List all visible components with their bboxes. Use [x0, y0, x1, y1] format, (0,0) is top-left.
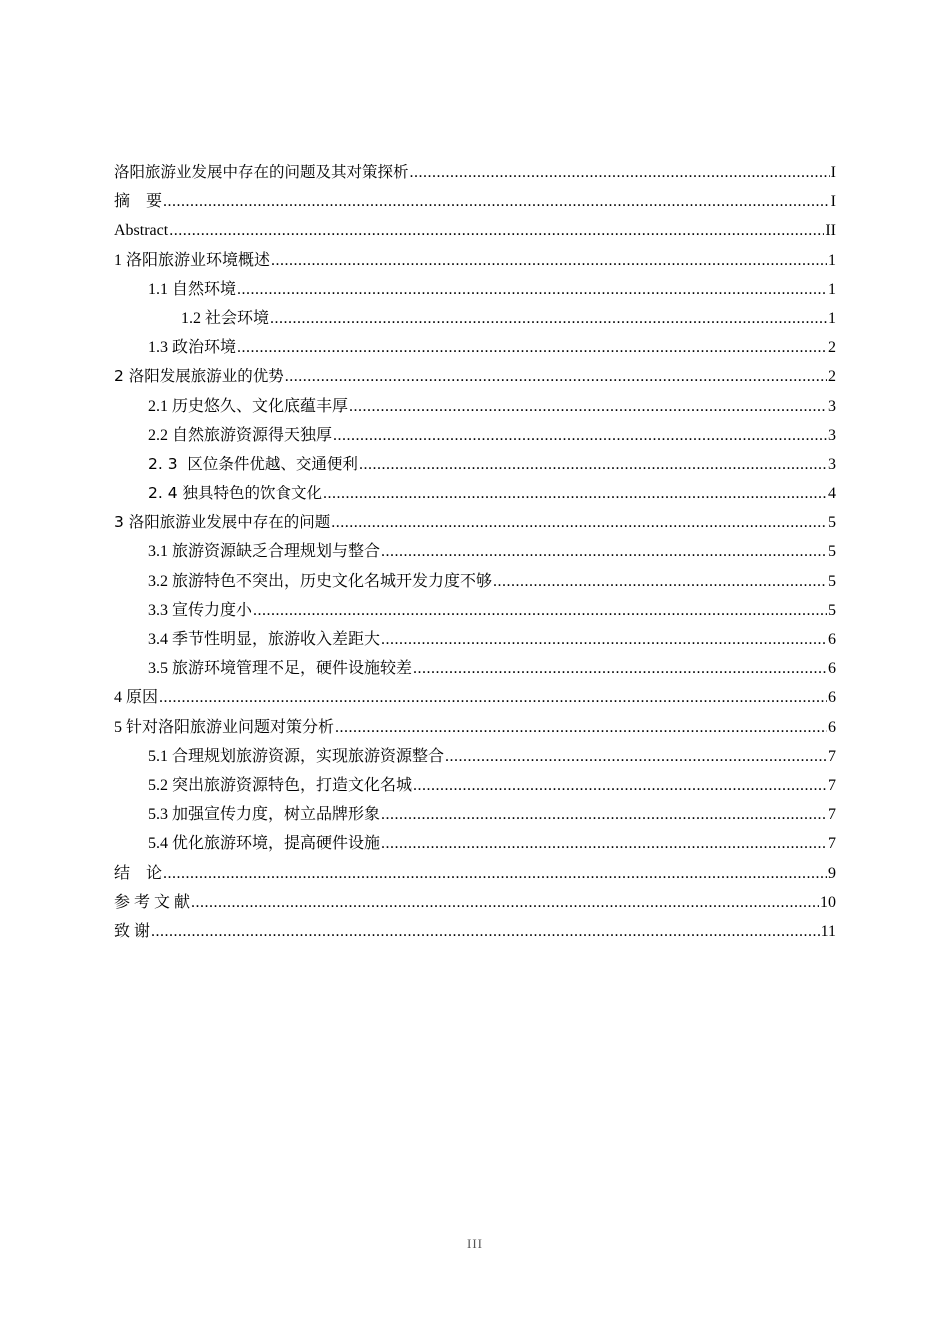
toc-dot-leader [285, 362, 827, 391]
toc-entry-label: 5.2 突出旅游资源特色，打造文化名城 [148, 776, 413, 794]
toc-entry-label: 1.1 自然环境 [148, 280, 237, 298]
table-of-contents [114, 158, 836, 946]
toc-entry-label: 3.3 宣传力度小 [148, 601, 253, 619]
toc-entry-section-3-1[interactable] [114, 537, 836, 566]
toc-entry-label: 3.2 旅游特色不突出，历史文化名城开发力度不够 [148, 572, 493, 590]
toc-dot-leader [331, 508, 827, 537]
toc-page-number: 1 [828, 251, 836, 269]
toc-entry-label: 5.4 优化旅游环境，提高硬件设施 [148, 835, 381, 853]
toc-page-number: 1 [828, 309, 836, 327]
toc-entry-section-1-3[interactable] [114, 333, 836, 362]
toc-dot-leader [335, 713, 827, 742]
toc-page-number: 5 [828, 601, 836, 619]
page-footer-number: III [467, 1236, 483, 1251]
toc-page-number: 7 [828, 776, 836, 794]
toc-page-number: 3 [828, 426, 836, 444]
toc-entry-chapter-3[interactable] [114, 508, 836, 537]
toc-page-number: 6 [828, 660, 836, 678]
toc-dot-leader [191, 888, 819, 917]
toc-page-number: II [825, 222, 836, 240]
toc-entry-section-3-3[interactable] [114, 596, 836, 625]
toc-entry-section-5-3[interactable] [114, 800, 836, 829]
toc-page-number: 3 [828, 397, 836, 415]
toc-entry-title[interactable] [114, 158, 836, 187]
toc-page-number: 4 [828, 485, 836, 503]
toc-page-number: 11 [820, 922, 836, 940]
toc-dot-leader [445, 742, 827, 771]
toc-entry-label: 5 针对洛阳旅游业问题对策分析 [114, 718, 335, 736]
toc-entry-label: 2. 3 区位条件优越、交通便利 [148, 454, 358, 473]
toc-entry-label: 4 原因 [114, 689, 159, 707]
toc-entry-label: 3.5 旅游环境管理不足，硬件设施较差 [148, 660, 413, 678]
toc-page-number: 5 [828, 514, 836, 532]
toc-page-number: 5 [828, 543, 836, 561]
toc-entry-label: 5.3 加强宣传力度，树立品牌形象 [148, 806, 381, 824]
toc-dot-leader [413, 654, 827, 683]
toc-entry-label: Abstract [114, 222, 169, 240]
toc-dot-leader [237, 275, 827, 304]
toc-dot-leader [493, 567, 827, 596]
toc-entry-chapter-2[interactable] [114, 362, 836, 391]
toc-dot-leader [349, 392, 827, 421]
toc-page-number: 9 [828, 864, 836, 882]
toc-entry-label: 1 洛阳旅游业环境概述 [114, 251, 271, 269]
toc-dot-leader [271, 246, 827, 275]
toc-entry-abstract-en[interactable] [114, 216, 836, 245]
toc-entry-section-5-4[interactable] [114, 829, 836, 858]
toc-entry-label: 2.2 自然旅游资源得天独厚 [148, 426, 333, 444]
toc-entry-references[interactable] [114, 888, 836, 917]
toc-entry-section-2-1[interactable] [114, 392, 836, 421]
toc-entry-section-5-2[interactable] [114, 771, 836, 800]
toc-entry-chapter-1[interactable] [114, 246, 836, 275]
toc-entry-label: 结 论 [114, 864, 163, 882]
toc-page-number: 2 [828, 339, 836, 357]
toc-page-number: I [830, 193, 836, 211]
toc-entry-section-1-2[interactable] [114, 304, 836, 333]
toc-entry-label: 参 考 文 献 [114, 893, 191, 911]
toc-entry-acknowledgements[interactable] [114, 917, 836, 946]
toc-dot-leader [381, 829, 827, 858]
toc-entry-section-3-2[interactable] [114, 567, 836, 596]
toc-dot-leader [413, 771, 827, 800]
toc-page-number: 2 [828, 368, 836, 386]
toc-page-number: 3 [828, 455, 836, 473]
toc-entry-label: 5.1 合理规划旅游资源，实现旅游资源整合 [148, 747, 445, 765]
toc-entry-conclusion[interactable] [114, 859, 836, 888]
toc-page-number: 7 [828, 835, 836, 853]
toc-entry-section-2-3[interactable] [114, 450, 836, 479]
toc-entry-label: 摘 要 [114, 193, 163, 211]
toc-dot-leader [381, 537, 827, 566]
toc-dot-leader [163, 859, 827, 888]
toc-dot-leader [253, 596, 827, 625]
toc-dot-leader [270, 304, 827, 333]
toc-page-number: 6 [828, 631, 836, 648]
toc-entry-abstract-cn[interactable] [114, 187, 836, 216]
toc-dot-leader [163, 187, 830, 216]
toc-entry-label: 1.2 社会环境 [181, 309, 270, 327]
toc-entry-label: 3.4 季节性明显，旅游收入差距大 [148, 631, 381, 648]
toc-page-number: 10 [820, 893, 836, 911]
toc-entry-section-3-4[interactable] [114, 625, 836, 654]
toc-dot-leader [237, 333, 827, 362]
toc-dot-leader [381, 800, 827, 829]
toc-entry-section-1-1[interactable] [114, 275, 836, 304]
toc-dot-leader [159, 683, 827, 712]
toc-entry-chapter-5[interactable] [114, 713, 836, 742]
toc-page-number: 1 [828, 280, 836, 298]
toc-entry-section-2-2[interactable] [114, 421, 836, 450]
toc-dot-leader [381, 625, 827, 654]
toc-page-number: 6 [828, 689, 836, 707]
toc-entry-label: 3 洛阳旅游业发展中存在的问题 [114, 513, 331, 532]
toc-entry-label: 1.3 政治环境 [148, 339, 237, 357]
toc-entry-section-3-5[interactable] [114, 654, 836, 683]
toc-entry-section-5-1[interactable] [114, 742, 836, 771]
toc-entry-chapter-4[interactable] [114, 683, 836, 712]
toc-dot-leader [169, 216, 824, 245]
toc-dot-leader [333, 421, 827, 450]
toc-entry-section-2-4[interactable] [114, 479, 836, 508]
toc-dot-leader [151, 917, 820, 946]
toc-entry-label: 洛阳旅游业发展中存在的问题及其对策探析 [114, 163, 409, 181]
toc-entry-label: 2.1 历史悠久、文化底蕴丰厚 [148, 397, 349, 415]
toc-page-number: 7 [828, 747, 836, 765]
toc-page-number: 7 [828, 806, 836, 824]
toc-dot-leader [359, 450, 827, 479]
toc-dot-leader [323, 479, 827, 508]
toc-page-number: 6 [828, 718, 836, 736]
toc-page-number: 5 [828, 572, 836, 590]
toc-entry-label: 2 洛阳发展旅游业的优势 [114, 367, 284, 386]
toc-entry-label: 2. 4 独具特色的饮食文化 [148, 484, 323, 503]
toc-entry-label: 3.1 旅游资源缺乏合理规划与整合 [148, 543, 381, 561]
toc-entry-label: 致 谢 [114, 922, 151, 940]
toc-page-number: I [830, 164, 836, 181]
toc-dot-leader [410, 158, 830, 187]
